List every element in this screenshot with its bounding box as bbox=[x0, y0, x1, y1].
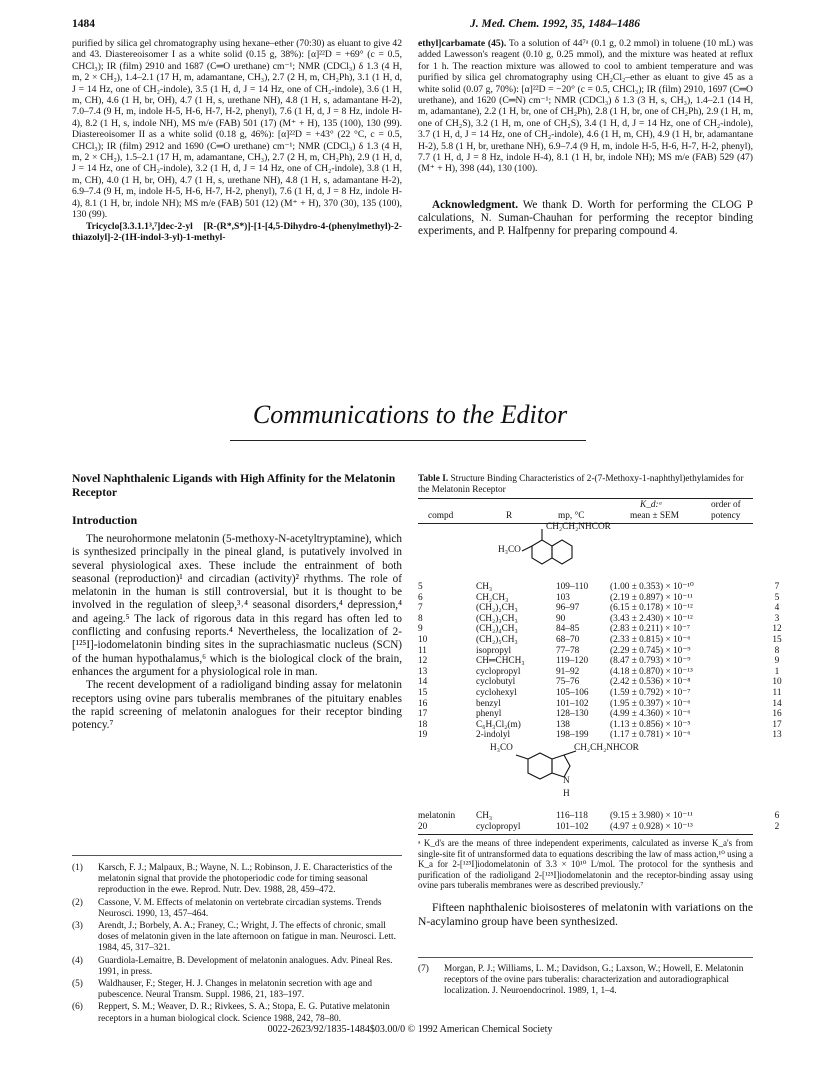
table-row bbox=[418, 730, 814, 741]
substituent: CH₃ bbox=[476, 582, 493, 592]
reference-number: (6) bbox=[72, 1002, 83, 1013]
reference-text: Karsch, F. J.; Malpaux, B.; Wayne, N. L.; Robinson, J. E. Characteristics of the melatonin signal that provide the photoperiodic code for timing seasonal reproduction in the ewe. Reprod. Nutr. Dev. 1988, 28, 459–472. bbox=[98, 863, 393, 896]
header-kd-sem: mean ± SEM bbox=[630, 511, 679, 521]
melting-point: 128–130 bbox=[556, 709, 589, 720]
kd-value: (2.19 ± 0.897) × 10⁻¹¹ bbox=[610, 592, 693, 603]
compound-heading: Tricyclo[3.3.1.1³,⁷]dec-2-yl [R-(R*,S*)]-[1-[4,5-Dihydro-4-(phenylmethyl)-2-thiazolyl]-2-(1H-indol-3-yl)-1-methyl- bbox=[72, 220, 402, 243]
top-right-column bbox=[418, 38, 753, 239]
compound-heading-cont: ethyl]carbamate (45). bbox=[418, 38, 507, 49]
reference-number: (3) bbox=[72, 921, 83, 932]
table-1 bbox=[418, 474, 782, 929]
substituent: (CH₂)₂CH₃ bbox=[476, 603, 518, 614]
reference-item bbox=[72, 898, 402, 920]
acknowledgment-label: Acknowledgment. bbox=[432, 198, 519, 211]
running-head: J. Med. Chem. 1992, 35, 1484–1486 bbox=[470, 18, 640, 30]
melting-point: 101–102 bbox=[556, 698, 589, 709]
acknowledgment bbox=[418, 199, 753, 239]
substituent: CH═CHCH₃ bbox=[476, 656, 525, 667]
melting-point: 75–76 bbox=[556, 677, 580, 688]
top-left-column bbox=[72, 38, 402, 243]
reference-text: Cassone, V. M. Effects of melatonin on vertebrate circadian systems. Trends Neurosci. 1990, 13, 457–464. bbox=[98, 897, 382, 919]
potency-order: 2 bbox=[774, 821, 780, 832]
table-row bbox=[418, 603, 814, 614]
potency-order: 17 bbox=[772, 719, 782, 730]
kd-value: (2.29 ± 0.745) × 10⁻⁹ bbox=[610, 645, 691, 656]
header-compd: compd bbox=[428, 511, 454, 521]
reference-number: (7) bbox=[418, 964, 429, 974]
side-chain-label-2: CH₂CH₂NHCOR bbox=[574, 742, 639, 753]
header-r: R bbox=[506, 511, 513, 521]
table-bottom-rule bbox=[418, 834, 753, 835]
compound-id: 18 bbox=[418, 719, 428, 730]
potency-order: 16 bbox=[772, 709, 782, 720]
reference-item bbox=[72, 956, 402, 978]
substituent: cyclopropyl bbox=[476, 666, 521, 677]
table-row bbox=[418, 593, 814, 604]
reference-item bbox=[72, 863, 402, 897]
kd-value: (4.99 ± 4.360) × 10⁻⁶ bbox=[610, 709, 691, 720]
table-row bbox=[418, 688, 814, 699]
substituent: CH₂CH₃ bbox=[476, 592, 509, 603]
kd-value: (2.42 ± 0.536) × 10⁻⁸ bbox=[610, 677, 691, 688]
melting-point: 116–118 bbox=[556, 810, 588, 821]
table-row bbox=[418, 582, 814, 593]
potency-order: 12 bbox=[772, 624, 782, 635]
reference-text: Waldhauser, F.; Steger, H. J. Changes in melatonin secretion with age and pubescence. Neural Transm. Suppl. 1986, 21, 183–197. bbox=[98, 979, 373, 1001]
table-row bbox=[418, 614, 814, 625]
substituent: 2-indolyl bbox=[476, 730, 511, 741]
compound-id: 19 bbox=[418, 730, 428, 741]
page-number: 1484 bbox=[72, 18, 95, 30]
page-footer: 0022-2623/92/1835-1484$03.00/0 © 1992 American Chemical Society bbox=[267, 1024, 553, 1035]
potency-order: 13 bbox=[772, 730, 782, 741]
compound-id: 7 bbox=[418, 603, 423, 614]
reference-text: Morgan, P. J.; Williams, L. M.; Davidson, G.; Laxson, W.; Howell, E. Melatonin receptors of the ovine pars tuberalis: characterization and autoradiographical localization. J. Neuroendocrinol. 1989, 1, 1–4. bbox=[444, 964, 744, 997]
reference-text: Arendt, J.; Borbely, A. A.; Franey, C.; Wright, J. The effects of chronic, small doses of melatonin given in the late afternoon on fatigue in man. Neurosci. Lett. 1984, 45, 317–321. bbox=[98, 921, 396, 954]
kd-value: (1.00 ± 0.353) × 10⁻¹⁰ bbox=[610, 582, 694, 592]
potency-order: 11 bbox=[772, 687, 782, 698]
kd-value: (4.18 ± 0.870) × 10⁻¹³ bbox=[610, 666, 693, 677]
header-kd: K_d:ᵃ bbox=[640, 500, 663, 510]
potency-order: 3 bbox=[774, 613, 780, 624]
melting-point: 101–102 bbox=[556, 821, 589, 832]
compound-id: 20 bbox=[418, 821, 428, 832]
substituent: C₆H₃Cl₂(m) bbox=[476, 719, 521, 730]
melting-point: 109–110 bbox=[556, 582, 589, 592]
potency-order: 4 bbox=[774, 603, 780, 614]
indole-structure bbox=[418, 742, 753, 807]
article-left-column bbox=[72, 472, 402, 732]
substituent: (CH₂)₄CH₃ bbox=[476, 624, 518, 635]
methoxy-label-2: H₃CO bbox=[490, 742, 513, 753]
compound-id: 12 bbox=[418, 656, 428, 667]
melting-point: 91–92 bbox=[556, 666, 580, 677]
reference-number: (5) bbox=[72, 979, 83, 990]
melting-point: 77–78 bbox=[556, 645, 580, 656]
banner-rule bbox=[230, 440, 586, 441]
indole-h-label: H bbox=[563, 788, 570, 799]
melting-point: 103 bbox=[556, 592, 570, 603]
intro-body bbox=[72, 533, 402, 732]
references-rule-right bbox=[418, 957, 753, 958]
references-list bbox=[72, 863, 402, 1026]
table-body-2 bbox=[418, 811, 814, 832]
melting-point: 105–106 bbox=[556, 687, 589, 698]
substituent: cyclobutyl bbox=[476, 677, 516, 688]
potency-order: 9 bbox=[774, 656, 780, 667]
melting-point: 84–85 bbox=[556, 624, 580, 635]
table-caption-label: Table I. bbox=[418, 474, 449, 484]
table-body bbox=[418, 582, 814, 741]
table-row bbox=[418, 822, 814, 833]
section-heading: Introduction bbox=[72, 513, 138, 527]
intro-paragraph-1: The neurohormone melatonin (5-methoxy-N-acetyltryptamine), which is synthesized principally in the pineal gland, is putatively involved in several physiological axes. These include the entrainment of both seasonal (reproduction)¹ and circadian (activity)² rhythms. The role of melatonin in the human is still controversial, but it is thought to be involved in the regulation of sleep,³˒⁴ seasonal disorders,⁴ depression,⁴ and ageing.⁵ The lack of rigorous data in this regard has often led to conflicting and confusing reports.⁴ Nevertheless, the localization of 2-[¹²⁵I]-iodomelatonin binding sites in the suprachiasmatic nucleus (SCN) of the human hypothalamus,⁶ which is the biological clock of the brain, enhances the argument for a physiological role in man. bbox=[72, 533, 402, 678]
kd-value: (6.15 ± 0.178) × 10⁻¹² bbox=[610, 603, 693, 614]
potency-order: 8 bbox=[774, 645, 780, 656]
potency-order: 14 bbox=[772, 698, 782, 709]
compound-id: melatonin bbox=[418, 810, 456, 821]
table-row bbox=[418, 720, 814, 731]
compound-id: 6 bbox=[418, 592, 423, 603]
reference-number: (2) bbox=[72, 897, 83, 908]
compound-id: 15 bbox=[418, 687, 428, 698]
table-row bbox=[418, 646, 814, 657]
substituent: cyclopropyl bbox=[476, 821, 521, 832]
reference-item bbox=[72, 1002, 402, 1024]
table-footnote: ᵃ K_d's are the means of three independent experiments, calculated as inverse K_a's from single-site fit of untransformed data to equations describing the law of mass action,¹⁰ using a K_a for 2-[¹²⁵I]iodomelatonin of 3.3 × 10¹⁰ L/mol. The protocol for the synthesis and purification of the radioligand 2-[¹²⁵I]iodomelatonin and the receptor-binding assay using ovine pars tuberalis membranes were as described previously.⁷ bbox=[418, 838, 753, 891]
melting-point: 96–97 bbox=[556, 603, 580, 614]
kd-value: (3.43 ± 2.430) × 10⁻¹² bbox=[610, 613, 693, 624]
table-row bbox=[418, 667, 814, 678]
table-row bbox=[418, 624, 814, 635]
kd-value: (4.97 ± 0.928) × 10⁻¹³ bbox=[610, 821, 693, 832]
table-caption-text: Structure Binding Characteristics of 2-(7-Methoxy-1-naphthyl)ethylamides for the Melatonin Receptor bbox=[418, 474, 744, 495]
melting-point: 68–70 bbox=[556, 634, 580, 645]
table-row bbox=[418, 677, 814, 688]
reference-item bbox=[72, 921, 402, 955]
table-row bbox=[418, 656, 814, 667]
potency-order: 6 bbox=[774, 810, 780, 821]
table-caption bbox=[418, 474, 753, 496]
substituent: (CH₂)₃CH₃ bbox=[476, 613, 518, 624]
kd-value: (1.59 ± 0.792) × 10⁻⁷ bbox=[610, 687, 691, 698]
compound-id: 14 bbox=[418, 677, 428, 688]
melting-point: 90 bbox=[556, 613, 566, 624]
indole-n-label: N bbox=[563, 775, 570, 786]
reference-7 bbox=[418, 964, 753, 999]
substituent: phenyl bbox=[476, 709, 502, 720]
table-row bbox=[418, 635, 814, 646]
substituent: (CH₂)₅CH₃ bbox=[476, 634, 518, 645]
kd-value: (2.33 ± 0.815) × 10⁻⁶ bbox=[610, 634, 691, 645]
experimental-text: purified by silica gel chromatography using hexane–ether (70:30) as eluant to give 42 and 43. Diastereoisomer I as a white solid (0.15 g, 38%): [α]²²D = +69° (c = 0.5, CHCl₃); IR (film) 2910 and 1687 (C═O urethane) cm⁻¹; NMR (CDCl₃) δ 1.3 (4 H, m, 2 × CH₂), 1.4–2.1 (17 H, m, adamantane, CH₃), 2.7 (2 H, m, CH₂Ph), 3.1 (1 H, d, J = 14 Hz, one of CH₂-indole), 3.5 (1 H, d, J = 14 Hz, one of CH₂-indole), 3.6 (1 H, m, CH), 4.6 (1 H, br, OH), 4.7 (1 H, s, urethane NH), 4.8 (1 H, s, adamantane H-2), 7.0–7.4 (9 H, m, indole H-5, H-6, H-7, H-2, phenyl), 7.6 (1 H, d, J = 8 Hz, indole H-4), 8.2 (1 H, s, indole NH), MS m/e (FAB) 501 (17) (M⁺ + H), 135 (100), 130 (99). Diastereoisomer II as a white solid (0.18 g, 46%): [α]²²D = +43° (22 °C, c = 0.5, CHCl₃); IR (film) 2912 and 1690 (C═O urethane) cm⁻¹; NMR (CDCl₃) δ 1.3 (4 H, m, 2 × CH₂), 1.5–2.1 (17 H, m, adamantane, CH₃), 2.7 (2 H, m, CH₂Ph), 2.9 (1 H, d, J = 14 Hz, one of CH₂-indole), 3.2 (1 H, d, J = 14 Hz, one of CH₂-indole), 3.8 (1 H, m, CH), 4.0 (1 H, br, OH), 4.7 (1 H, s, urethane NH), 4.8 (1 H, s, adamantane H-2), 6.9–7.4 (9 H, m, indole H-5, H-6, H-7, H-2, phenyl), 7.6 (1 H, d, J = 8 Hz, indole H-4), 8.1 (1 H, br, indole NH); MS m/e (FAB) 501 (12) (M⁺ + H), 370 (30), 135 (100), 130 (99). bbox=[72, 38, 402, 221]
table-row bbox=[418, 709, 814, 720]
results-paragraph: Fifteen naphthalenic bioisosteres of melatonin with variations on the N-acylamino group have been synthesized. bbox=[418, 901, 753, 929]
potency-order: 5 bbox=[774, 592, 780, 603]
section-banner: Communications to the Editor bbox=[252, 400, 568, 429]
substituent: isopropyl bbox=[476, 645, 512, 656]
compound-id: 5 bbox=[418, 582, 423, 592]
table-row bbox=[418, 811, 814, 822]
header-potency: potency bbox=[711, 511, 741, 521]
header-mp: mp, °C bbox=[558, 511, 585, 521]
potency-order: 10 bbox=[772, 677, 782, 688]
compound-id: 16 bbox=[418, 698, 428, 709]
right-paragraph bbox=[418, 901, 753, 929]
indole-structure-drawing bbox=[418, 742, 753, 807]
kd-value: (1.17 ± 0.781) × 10⁻⁶ bbox=[610, 730, 691, 741]
melting-point: 119–120 bbox=[556, 656, 589, 667]
potency-order: 7 bbox=[774, 582, 780, 592]
experimental-text-right: To a solution of 44⁷ᵃ (0.1 g, 0.2 mmol) in toluene (10 mL) was added Lawesson's reagent (0.10 g, 0.25 mmol), and the mixture was heated at reflux for 1 h. The reaction mixture was allowed to cool to ambient temperature and was purified by silica gel chromatography using CH₂Cl₂–ether as eluant to give 45 as a white solid (0.07 g, 70%): [α]²²D = −20° (c = 0.5, CHCl₃); IR (film) 2910, 1697 (C═O urethane), and 1620 (C═N) cm⁻¹; NMR (CDCl₃) δ 1.3 (3 H, s, CH₃), 1.4–2.1 (14 H, m, adamantane), 2.2 (1 H, br, one of CH₂Ph), 2.8 (1 H, br, one of CH₂Ph), 2.9 (1 H, m, one of CH₂S), 3.2 (1 H, m, one of CH₂S), 3.4 (1 H, d, J = 14 Hz, one of CH₂-indole), 3.7 (1 H, d, J = 14 Hz, one of CH₂-indole), 4.6 (1 H, m, CH), 4.9 (1 H, br, adamantane H-2), 5.8 (1 H, br, urethane NH), 6.9–7.4 (9 H, m, indole H-5, H-6, H-7, H-2, phenyl), 7.7 (1 H, d, J = 8 Hz, indole H-4), 8.1 (1 H, br, indole NH); MS m/e (FAB) 529 (47) (M⁺ + H), 398 (44), 130 (100). bbox=[418, 38, 753, 175]
kd-value: (1.13 ± 0.856) × 10⁻⁵ bbox=[610, 719, 691, 730]
compound-id: 10 bbox=[418, 634, 428, 645]
reference-number: (1) bbox=[72, 863, 83, 873]
kd-value: (8.47 ± 0.793) × 10⁻⁹ bbox=[610, 656, 691, 667]
acknowledgment-text: We thank D. Worth for performing the CLOG P calculations, N. Suman-Chauhan for performing the receptor binding experiments, and P. Halfpenny for preparing compound 4. bbox=[418, 198, 753, 238]
references-rule bbox=[72, 855, 402, 856]
compound-id: 8 bbox=[418, 613, 423, 624]
table-header bbox=[418, 499, 753, 523]
article-title: Novel Naphthalenic Ligands with High Affinity for the Melatonin Receptor bbox=[72, 472, 396, 499]
compound-id: 17 bbox=[418, 709, 428, 720]
kd-value: (1.95 ± 0.397) × 10⁻⁶ bbox=[610, 698, 691, 709]
compound-id: 11 bbox=[418, 645, 427, 656]
intro-paragraph-2: The recent development of a radioligand binding assay for melatonin receptors using ovine pars tuberalis membranes of the pituitary enables the rapid screening of melatonin analogues for their receptor binding potency.⁷ bbox=[72, 679, 402, 732]
melting-point: 138 bbox=[556, 719, 570, 730]
side-chain-label: CH₂CH₂NHCOR bbox=[546, 522, 611, 532]
naphthalene-structure bbox=[418, 524, 753, 576]
potency-order: 15 bbox=[772, 634, 782, 645]
reference-text: Reppert, S. M.; Weaver, D. R.; Rivkees, S. A.; Stopa, E. G. Putative melatonin receptors in a human biological clock. Science 1988, 242, 78–80. bbox=[98, 1002, 390, 1024]
kd-value: (2.83 ± 0.211) × 10⁻⁷ bbox=[610, 624, 691, 635]
methoxy-label: H₃CO bbox=[498, 545, 521, 555]
compound-id: 13 bbox=[418, 666, 428, 677]
reference-text: Guardiola-Lemaitre, B. Development of melatonin analogues. Adv. Pineal Res. 1991, in press. bbox=[98, 955, 393, 977]
table-row bbox=[418, 699, 814, 710]
melting-point: 198–199 bbox=[556, 730, 589, 741]
header-order: order of bbox=[711, 500, 741, 510]
potency-order: 1 bbox=[774, 666, 780, 677]
substituent: benzyl bbox=[476, 698, 501, 709]
compound-id: 9 bbox=[418, 624, 423, 635]
kd-value: (9.15 ± 3.980) × 10⁻¹¹ bbox=[610, 810, 693, 821]
reference-item bbox=[72, 979, 402, 1001]
substituent: cyclohexyl bbox=[476, 687, 517, 698]
substituent: CH₃ bbox=[476, 810, 493, 821]
reference-number: (4) bbox=[72, 955, 83, 966]
